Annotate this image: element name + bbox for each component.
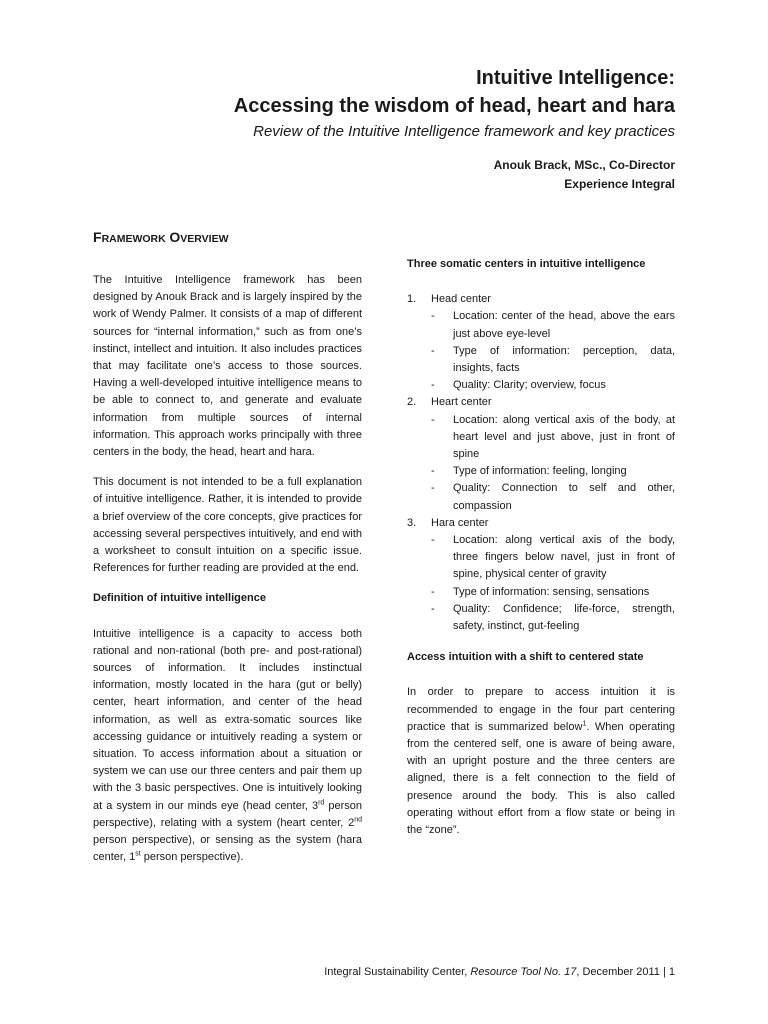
centers-list: [407, 291, 675, 635]
heading-definition: Definition of intuitive intelligence: [93, 592, 266, 605]
list-item: - Type of information: sensing, sensations: [431, 585, 650, 598]
list-item-head-center: 1. Head center - Location: center of the head, above the ears just above eye-level - Type of information: perception, data, insights, facts - Quality: Clarity; overview, focus: [407, 291, 675, 394]
list-item: - Type of information: perception, data, insights, facts: [431, 344, 675, 375]
author-organization: Experience Integral: [564, 177, 675, 191]
paragraph-centered-state: In order to prepare to access intuition it is recommended to engage in the four part centering practice that is summarized below$^1$. When operating from the centered self, one is aware of being aware, with an upright posture and the three centers are aligned, there is a felt connection to the field of presence around the body. This is also called operating without effort from a flow state or being in the “zone”.: [407, 686, 675, 837]
list-item: - Type of information: feeling, longing: [431, 465, 627, 478]
heading-somatic-centers: Three somatic centers in intuitive intelligence: [407, 258, 646, 270]
heart-center-details: [431, 412, 675, 515]
title-line-2: Accessing the wisdom of head, heart and hara: [233, 95, 675, 117]
left-column: [93, 228, 362, 880]
paragraph-definition: Intuitive intelligence is a capacity to access both rational and non-rational (both pre- and post-rational) sources of information. It includes instinctual information, mostly located in the hara (gut or belly) center, heart information, and center of the head information, as well as extra-somatic sources like accessing guidance or intuitively reading a system or situation. To access information about a situation or system we can use our three centers and pair them up with the 3 basic perspectives. One is intuitively looking at a system in our minds eye (head center, 3rd person perspective), relating with a system (heart center, 2nd person perspective), or sensing as the system (hara center, 1st person perspective).: [93, 627, 362, 864]
title-line-1: Intuitive Intelligence:: [476, 67, 675, 89]
paragraph-framework-intro: The Intuitive Intelligence framework has been designed by Anouk Brack and is largely inspired by the work of Wendy Palmer. It consists of a map of different sources for “internal information,” such as from one’s instinct, intellect and intuition. It also includes practices that may facilitate one’s access to those sources. Having a well-developed intuitive intelligence means to be able to connect to, and generate and evaluate information from multiple sources of internal information. This approach works principally with three centers in the body, the head, heart and hara.: [93, 274, 362, 459]
heading-access-intuition: Access intuition with a shift to centered state: [407, 651, 644, 664]
list-item: - Quality: Connection to self and other, compassion: [431, 482, 675, 512]
list-item: - Quality: Clarity; overview, focus: [431, 379, 606, 392]
right-column: [407, 256, 675, 852]
list-item: - Location: along vertical axis of the body, at heart level and just above, just in front of spine: [431, 413, 675, 461]
page-footer: Integral Sustainability Center, Resource Tool No. 17, December 2011 | 1: [324, 966, 675, 978]
list-item-hara-center: 3. Hara center - Location: along vertical axis of the body, three fingers below navel, just in front of spine, physical center of gravity - Type of information: sensing, sensations - Quality: Confidence; life-force, strength, safety, instinct, gut-feeling: [407, 515, 675, 635]
paragraph-document-purpose: This document is not intended to be a full explanation of intuitive intelligence. Rather, it is intended to provide a brief overview of the core concepts, give practices for accessing several perspectives intuitively, and end with a worksheet to consult intuition on a specific issue. References for further reading are provided at the end.: [93, 476, 362, 575]
footnote-marker: 1: [582, 720, 587, 728]
author-name: Anouk Brack, MSc., Co-Director: [493, 158, 675, 172]
hara-center-details: [431, 532, 675, 635]
title-block: [234, 64, 675, 144]
head-center-details: [431, 308, 675, 394]
list-item: - Location: center of the head, above the ears just above eye-level: [431, 310, 675, 340]
subtitle: Review of the Intuitive Intelligence framework and key practices: [253, 123, 675, 140]
list-item: - Location: along vertical axis of the body, three fingers below navel, just in front of spine, physical center of gravity: [431, 534, 675, 581]
author-block: [494, 156, 675, 194]
section-title-framework-overview: FRAMEWORK OVERVIEW: [93, 229, 229, 245]
list-item: - Quality: Confidence; life-force, strength, safety, instinct, gut-feeling: [431, 602, 675, 633]
list-item-heart-center: 2. Heart center - Location: along vertical axis of the body, at heart level and just above, just in front of spine - Type of information: feeling, longing - Quality: Connection to self and other, compassion: [407, 394, 675, 514]
